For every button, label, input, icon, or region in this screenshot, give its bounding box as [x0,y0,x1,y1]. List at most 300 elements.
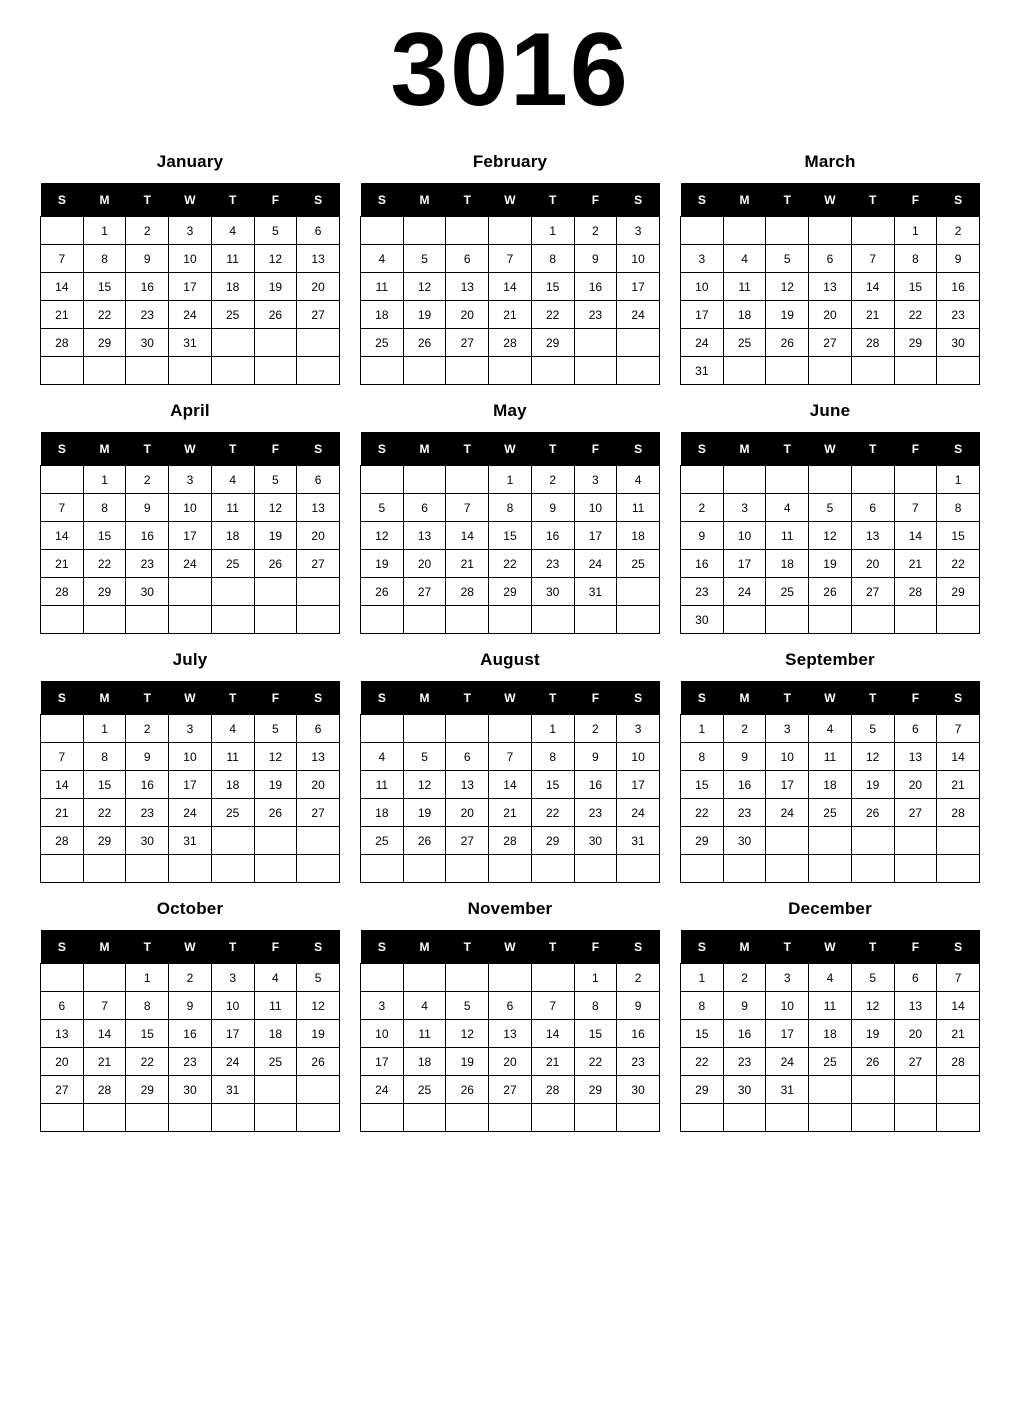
day-cell[interactable]: 1 [937,466,980,494]
day-cell[interactable]: 28 [83,1076,126,1104]
day-cell[interactable]: 26 [403,329,446,357]
day-cell[interactable]: 1 [83,715,126,743]
day-cell[interactable]: 10 [574,494,617,522]
day-cell[interactable]: 19 [297,1020,340,1048]
day-cell[interactable]: 22 [937,550,980,578]
day-cell[interactable]: 20 [41,1048,84,1076]
day-cell[interactable]: 25 [723,329,766,357]
day-cell[interactable]: 18 [211,771,254,799]
day-cell[interactable]: 31 [169,827,212,855]
day-cell[interactable]: 14 [83,1020,126,1048]
day-cell[interactable]: 20 [297,522,340,550]
day-cell[interactable]: 20 [489,1048,532,1076]
day-cell[interactable]: 30 [723,1076,766,1104]
day-cell[interactable]: 2 [126,466,169,494]
day-cell[interactable]: 3 [766,715,809,743]
day-cell[interactable]: 2 [937,217,980,245]
day-cell[interactable]: 4 [723,245,766,273]
day-cell[interactable]: 31 [574,578,617,606]
day-cell[interactable]: 27 [489,1076,532,1104]
day-cell[interactable]: 30 [723,827,766,855]
day-cell[interactable]: 16 [126,771,169,799]
day-cell[interactable]: 27 [297,301,340,329]
day-cell[interactable]: 21 [41,301,84,329]
day-cell[interactable]: 21 [851,301,894,329]
day-cell[interactable]: 22 [489,550,532,578]
day-cell[interactable]: 9 [126,245,169,273]
day-cell[interactable]: 5 [851,964,894,992]
day-cell[interactable]: 9 [723,743,766,771]
day-cell[interactable]: 11 [809,992,852,1020]
day-cell[interactable]: 4 [766,494,809,522]
day-cell[interactable]: 11 [211,245,254,273]
day-cell[interactable]: 29 [489,578,532,606]
day-cell[interactable]: 30 [531,578,574,606]
day-cell[interactable]: 29 [126,1076,169,1104]
day-cell[interactable]: 27 [851,578,894,606]
day-cell[interactable]: 16 [169,1020,212,1048]
day-cell[interactable]: 24 [361,1076,404,1104]
day-cell[interactable]: 1 [574,964,617,992]
day-cell[interactable]: 22 [531,799,574,827]
day-cell[interactable]: 16 [574,273,617,301]
day-cell[interactable]: 17 [723,550,766,578]
day-cell[interactable]: 29 [83,578,126,606]
day-cell[interactable]: 27 [297,550,340,578]
day-cell[interactable]: 16 [723,1020,766,1048]
day-cell[interactable]: 27 [809,329,852,357]
day-cell[interactable]: 23 [574,799,617,827]
day-cell[interactable]: 21 [41,550,84,578]
day-cell[interactable]: 15 [681,771,724,799]
day-cell[interactable]: 27 [446,827,489,855]
day-cell[interactable]: 14 [851,273,894,301]
day-cell[interactable]: 21 [489,799,532,827]
day-cell[interactable]: 9 [126,743,169,771]
day-cell[interactable]: 12 [766,273,809,301]
day-cell[interactable]: 6 [403,494,446,522]
day-cell[interactable]: 25 [766,578,809,606]
day-cell[interactable]: 21 [41,799,84,827]
day-cell[interactable]: 2 [531,466,574,494]
day-cell[interactable]: 13 [446,771,489,799]
day-cell[interactable]: 6 [809,245,852,273]
day-cell[interactable]: 15 [83,771,126,799]
day-cell[interactable]: 13 [489,1020,532,1048]
day-cell[interactable]: 23 [937,301,980,329]
day-cell[interactable]: 14 [41,273,84,301]
day-cell[interactable]: 31 [211,1076,254,1104]
day-cell[interactable]: 26 [851,1048,894,1076]
day-cell[interactable]: 15 [531,771,574,799]
day-cell[interactable]: 1 [489,466,532,494]
day-cell[interactable]: 18 [809,1020,852,1048]
day-cell[interactable]: 4 [361,743,404,771]
day-cell[interactable]: 20 [894,1020,937,1048]
day-cell[interactable]: 15 [83,273,126,301]
day-cell[interactable]: 22 [126,1048,169,1076]
day-cell[interactable]: 1 [83,466,126,494]
day-cell[interactable]: 28 [41,578,84,606]
day-cell[interactable]: 14 [937,743,980,771]
day-cell[interactable]: 14 [894,522,937,550]
day-cell[interactable]: 17 [617,273,660,301]
day-cell[interactable]: 30 [617,1076,660,1104]
day-cell[interactable]: 26 [403,827,446,855]
day-cell[interactable]: 21 [894,550,937,578]
day-cell[interactable]: 1 [531,217,574,245]
day-cell[interactable]: 17 [169,273,212,301]
day-cell[interactable]: 11 [361,771,404,799]
day-cell[interactable]: 30 [574,827,617,855]
day-cell[interactable]: 18 [766,550,809,578]
day-cell[interactable]: 23 [531,550,574,578]
day-cell[interactable]: 27 [894,799,937,827]
day-cell[interactable]: 8 [531,245,574,273]
day-cell[interactable]: 15 [574,1020,617,1048]
day-cell[interactable]: 11 [617,494,660,522]
day-cell[interactable]: 9 [937,245,980,273]
day-cell[interactable]: 2 [617,964,660,992]
day-cell[interactable]: 8 [681,992,724,1020]
day-cell[interactable]: 21 [489,301,532,329]
day-cell[interactable]: 18 [254,1020,297,1048]
day-cell[interactable]: 7 [446,494,489,522]
day-cell[interactable]: 28 [489,329,532,357]
day-cell[interactable]: 16 [531,522,574,550]
day-cell[interactable]: 23 [574,301,617,329]
day-cell[interactable]: 5 [766,245,809,273]
day-cell[interactable]: 11 [211,494,254,522]
day-cell[interactable]: 26 [809,578,852,606]
day-cell[interactable]: 27 [297,799,340,827]
day-cell[interactable]: 20 [809,301,852,329]
day-cell[interactable]: 29 [531,827,574,855]
day-cell[interactable]: 18 [361,799,404,827]
day-cell[interactable]: 5 [809,494,852,522]
day-cell[interactable]: 28 [851,329,894,357]
day-cell[interactable]: 14 [489,273,532,301]
day-cell[interactable]: 10 [169,494,212,522]
day-cell[interactable]: 11 [211,743,254,771]
day-cell[interactable]: 17 [574,522,617,550]
day-cell[interactable]: 13 [851,522,894,550]
day-cell[interactable]: 4 [403,992,446,1020]
day-cell[interactable]: 21 [937,771,980,799]
day-cell[interactable]: 2 [723,964,766,992]
day-cell[interactable]: 6 [894,964,937,992]
day-cell[interactable]: 26 [361,578,404,606]
day-cell[interactable]: 18 [809,771,852,799]
day-cell[interactable]: 8 [83,245,126,273]
day-cell[interactable]: 4 [211,715,254,743]
day-cell[interactable]: 15 [531,273,574,301]
day-cell[interactable]: 1 [681,964,724,992]
day-cell[interactable]: 8 [126,992,169,1020]
day-cell[interactable]: 22 [574,1048,617,1076]
day-cell[interactable]: 17 [681,301,724,329]
day-cell[interactable]: 9 [126,494,169,522]
day-cell[interactable]: 6 [41,992,84,1020]
day-cell[interactable]: 20 [446,799,489,827]
day-cell[interactable]: 13 [41,1020,84,1048]
day-cell[interactable]: 9 [531,494,574,522]
day-cell[interactable]: 12 [403,771,446,799]
day-cell[interactable]: 1 [894,217,937,245]
day-cell[interactable]: 4 [617,466,660,494]
day-cell[interactable]: 8 [83,494,126,522]
day-cell[interactable]: 23 [681,578,724,606]
day-cell[interactable]: 3 [617,217,660,245]
day-cell[interactable]: 26 [766,329,809,357]
day-cell[interactable]: 7 [41,245,84,273]
day-cell[interactable]: 31 [681,357,724,385]
day-cell[interactable]: 15 [126,1020,169,1048]
day-cell[interactable]: 4 [211,217,254,245]
day-cell[interactable]: 19 [851,771,894,799]
day-cell[interactable]: 18 [723,301,766,329]
day-cell[interactable]: 3 [169,217,212,245]
day-cell[interactable]: 26 [254,799,297,827]
day-cell[interactable]: 11 [766,522,809,550]
day-cell[interactable]: 13 [809,273,852,301]
day-cell[interactable]: 7 [489,743,532,771]
day-cell[interactable]: 4 [809,715,852,743]
day-cell[interactable]: 9 [723,992,766,1020]
day-cell[interactable]: 16 [574,771,617,799]
day-cell[interactable]: 24 [169,799,212,827]
day-cell[interactable]: 3 [574,466,617,494]
day-cell[interactable]: 21 [83,1048,126,1076]
day-cell[interactable]: 17 [766,771,809,799]
day-cell[interactable]: 12 [851,992,894,1020]
day-cell[interactable]: 19 [254,522,297,550]
day-cell[interactable]: 3 [681,245,724,273]
day-cell[interactable]: 7 [531,992,574,1020]
day-cell[interactable]: 19 [766,301,809,329]
day-cell[interactable]: 14 [531,1020,574,1048]
day-cell[interactable]: 25 [211,301,254,329]
day-cell[interactable]: 20 [403,550,446,578]
day-cell[interactable]: 16 [126,273,169,301]
day-cell[interactable]: 7 [489,245,532,273]
day-cell[interactable]: 24 [723,578,766,606]
day-cell[interactable]: 18 [211,522,254,550]
day-cell[interactable]: 2 [126,217,169,245]
day-cell[interactable]: 2 [574,715,617,743]
day-cell[interactable]: 6 [851,494,894,522]
day-cell[interactable]: 4 [361,245,404,273]
day-cell[interactable]: 29 [83,827,126,855]
day-cell[interactable]: 2 [681,494,724,522]
day-cell[interactable]: 30 [169,1076,212,1104]
day-cell[interactable]: 28 [937,1048,980,1076]
day-cell[interactable]: 27 [41,1076,84,1104]
day-cell[interactable]: 24 [211,1048,254,1076]
day-cell[interactable]: 24 [169,550,212,578]
day-cell[interactable]: 17 [766,1020,809,1048]
day-cell[interactable]: 29 [681,827,724,855]
day-cell[interactable]: 21 [937,1020,980,1048]
day-cell[interactable]: 10 [723,522,766,550]
day-cell[interactable]: 22 [83,301,126,329]
day-cell[interactable]: 16 [617,1020,660,1048]
day-cell[interactable]: 29 [681,1076,724,1104]
day-cell[interactable]: 15 [83,522,126,550]
day-cell[interactable]: 11 [723,273,766,301]
day-cell[interactable]: 29 [937,578,980,606]
day-cell[interactable]: 22 [83,550,126,578]
day-cell[interactable]: 13 [297,494,340,522]
day-cell[interactable]: 6 [297,715,340,743]
day-cell[interactable]: 11 [254,992,297,1020]
day-cell[interactable]: 17 [169,522,212,550]
day-cell[interactable]: 13 [403,522,446,550]
day-cell[interactable]: 6 [489,992,532,1020]
day-cell[interactable]: 12 [254,245,297,273]
day-cell[interactable]: 22 [894,301,937,329]
day-cell[interactable]: 30 [126,329,169,357]
day-cell[interactable]: 23 [723,1048,766,1076]
day-cell[interactable]: 25 [617,550,660,578]
day-cell[interactable]: 19 [254,771,297,799]
day-cell[interactable]: 12 [403,273,446,301]
day-cell[interactable]: 20 [446,301,489,329]
day-cell[interactable]: 19 [403,301,446,329]
day-cell[interactable]: 17 [211,1020,254,1048]
day-cell[interactable]: 11 [809,743,852,771]
day-cell[interactable]: 6 [446,245,489,273]
day-cell[interactable]: 28 [531,1076,574,1104]
day-cell[interactable]: 10 [169,743,212,771]
day-cell[interactable]: 28 [446,578,489,606]
day-cell[interactable]: 2 [126,715,169,743]
day-cell[interactable]: 2 [723,715,766,743]
day-cell[interactable]: 9 [681,522,724,550]
day-cell[interactable]: 24 [681,329,724,357]
day-cell[interactable]: 4 [254,964,297,992]
day-cell[interactable]: 29 [531,329,574,357]
day-cell[interactable]: 7 [937,715,980,743]
day-cell[interactable]: 3 [766,964,809,992]
day-cell[interactable]: 15 [681,1020,724,1048]
day-cell[interactable]: 27 [894,1048,937,1076]
day-cell[interactable]: 7 [851,245,894,273]
day-cell[interactable]: 5 [361,494,404,522]
day-cell[interactable]: 7 [41,494,84,522]
day-cell[interactable]: 24 [617,301,660,329]
day-cell[interactable]: 28 [894,578,937,606]
day-cell[interactable]: 20 [894,771,937,799]
day-cell[interactable]: 7 [937,964,980,992]
day-cell[interactable]: 3 [169,715,212,743]
day-cell[interactable]: 25 [809,799,852,827]
day-cell[interactable]: 22 [681,799,724,827]
day-cell[interactable]: 10 [617,245,660,273]
day-cell[interactable]: 29 [894,329,937,357]
day-cell[interactable]: 4 [809,964,852,992]
day-cell[interactable]: 12 [254,743,297,771]
day-cell[interactable]: 15 [489,522,532,550]
day-cell[interactable]: 17 [169,771,212,799]
day-cell[interactable]: 30 [681,606,724,634]
day-cell[interactable]: 7 [894,494,937,522]
day-cell[interactable]: 23 [169,1048,212,1076]
day-cell[interactable]: 11 [361,273,404,301]
day-cell[interactable]: 5 [851,715,894,743]
day-cell[interactable]: 30 [126,578,169,606]
day-cell[interactable]: 19 [851,1020,894,1048]
day-cell[interactable]: 19 [403,799,446,827]
day-cell[interactable]: 5 [254,217,297,245]
day-cell[interactable]: 28 [41,827,84,855]
day-cell[interactable]: 1 [531,715,574,743]
day-cell[interactable]: 26 [254,301,297,329]
day-cell[interactable]: 13 [894,992,937,1020]
day-cell[interactable]: 13 [446,273,489,301]
day-cell[interactable]: 22 [531,301,574,329]
day-cell[interactable]: 9 [169,992,212,1020]
day-cell[interactable]: 28 [489,827,532,855]
day-cell[interactable]: 6 [297,217,340,245]
day-cell[interactable]: 5 [403,743,446,771]
day-cell[interactable]: 9 [617,992,660,1020]
day-cell[interactable]: 5 [254,715,297,743]
day-cell[interactable]: 25 [211,799,254,827]
day-cell[interactable]: 8 [894,245,937,273]
day-cell[interactable]: 31 [169,329,212,357]
day-cell[interactable]: 19 [446,1048,489,1076]
day-cell[interactable]: 14 [937,992,980,1020]
day-cell[interactable]: 17 [361,1048,404,1076]
day-cell[interactable]: 12 [809,522,852,550]
day-cell[interactable]: 8 [531,743,574,771]
day-cell[interactable]: 10 [766,743,809,771]
day-cell[interactable]: 25 [211,550,254,578]
day-cell[interactable]: 18 [403,1048,446,1076]
day-cell[interactable]: 9 [574,245,617,273]
day-cell[interactable]: 22 [681,1048,724,1076]
day-cell[interactable]: 13 [297,743,340,771]
day-cell[interactable]: 2 [574,217,617,245]
day-cell[interactable]: 20 [297,273,340,301]
day-cell[interactable]: 16 [937,273,980,301]
day-cell[interactable]: 30 [126,827,169,855]
day-cell[interactable]: 30 [937,329,980,357]
day-cell[interactable]: 26 [254,550,297,578]
day-cell[interactable]: 22 [83,799,126,827]
day-cell[interactable]: 3 [617,715,660,743]
day-cell[interactable]: 6 [894,715,937,743]
day-cell[interactable]: 25 [809,1048,852,1076]
day-cell[interactable]: 16 [126,522,169,550]
day-cell[interactable]: 18 [361,301,404,329]
day-cell[interactable]: 23 [723,799,766,827]
day-cell[interactable]: 10 [169,245,212,273]
day-cell[interactable]: 3 [723,494,766,522]
day-cell[interactable]: 25 [361,329,404,357]
day-cell[interactable]: 1 [126,964,169,992]
day-cell[interactable]: 27 [446,329,489,357]
day-cell[interactable]: 19 [254,273,297,301]
day-cell[interactable]: 8 [83,743,126,771]
day-cell[interactable]: 24 [574,550,617,578]
day-cell[interactable]: 25 [254,1048,297,1076]
day-cell[interactable]: 10 [766,992,809,1020]
day-cell[interactable]: 4 [211,466,254,494]
day-cell[interactable]: 15 [894,273,937,301]
day-cell[interactable]: 12 [297,992,340,1020]
